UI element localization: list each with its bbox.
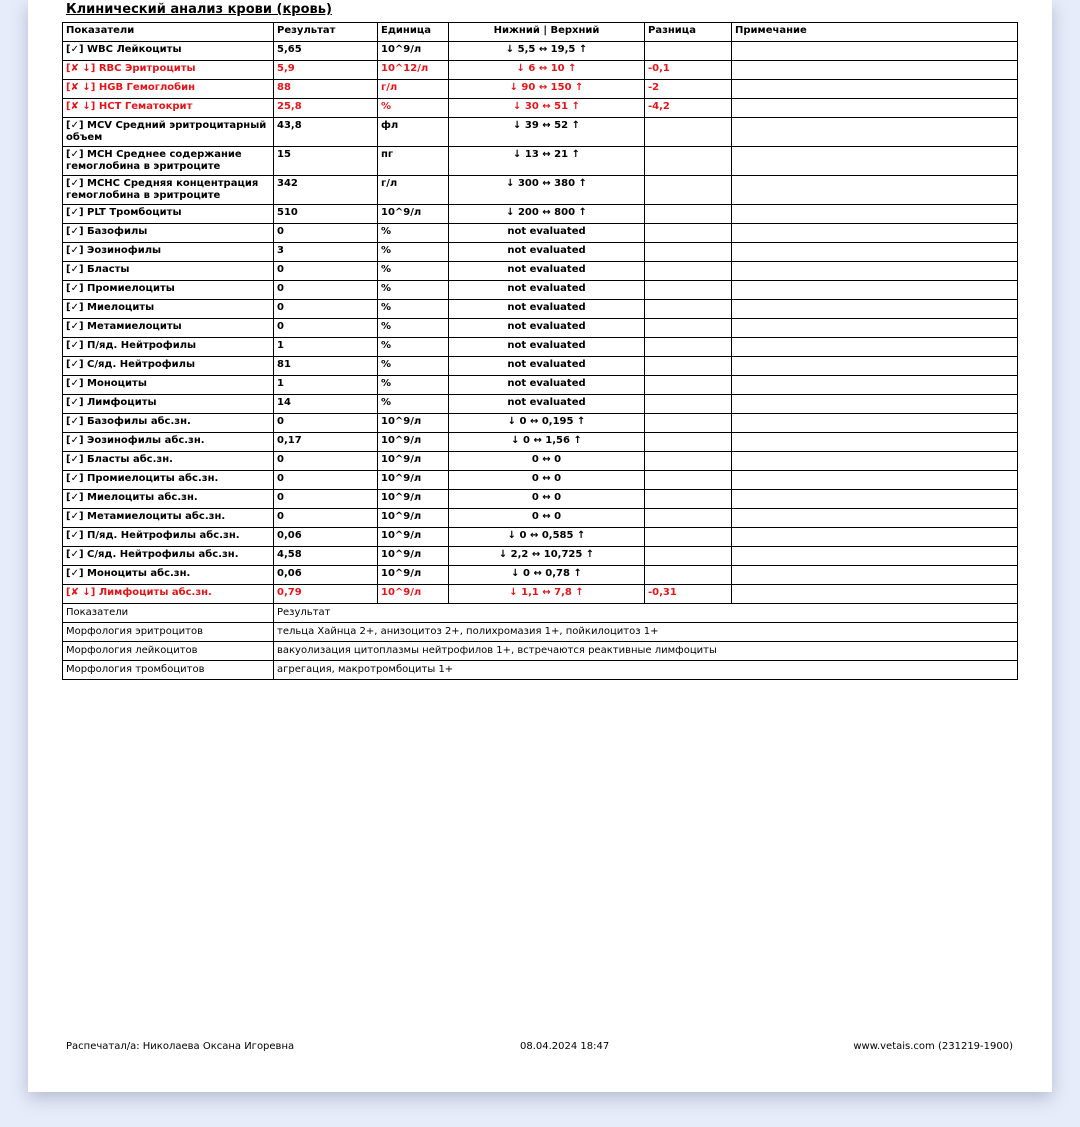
note-cell xyxy=(732,452,1018,471)
range-cell: ↓ 30 ↔ 51 ↑ xyxy=(449,99,645,118)
difference-cell xyxy=(645,224,732,243)
unit-cell: пг xyxy=(378,147,449,176)
morphology-value-cell: агрегация, макротромбоциты 1+ xyxy=(274,661,1018,680)
unit-cell: 10^9/л xyxy=(378,490,449,509)
result-row xyxy=(63,319,1018,338)
result-row xyxy=(63,338,1018,357)
range-cell: not evaluated xyxy=(449,224,645,243)
range-cell: ↓ 2,2 ↔ 10,725 ↑ xyxy=(449,547,645,566)
note-cell xyxy=(732,262,1018,281)
result-row xyxy=(63,42,1018,61)
range-cell: not evaluated xyxy=(449,376,645,395)
result-row xyxy=(63,528,1018,547)
difference-cell xyxy=(645,528,732,547)
indicator-cell: [✓] WBC Лейкоциты xyxy=(63,42,274,61)
result-cell: 0 xyxy=(274,509,378,528)
result-cell: 15 xyxy=(274,147,378,176)
range-cell: ↓ 0 ↔ 0,78 ↑ xyxy=(449,566,645,585)
note-cell xyxy=(732,118,1018,147)
unit-cell: 10^9/л xyxy=(378,547,449,566)
indicator-cell: [✓] Базофилы xyxy=(63,224,274,243)
unit-cell: 10^9/л xyxy=(378,585,449,604)
result-cell: 5,9 xyxy=(274,61,378,80)
morphology-indicator-cell: Морфология тромбоцитов xyxy=(63,661,274,680)
result-row xyxy=(63,433,1018,452)
result-cell: 5,65 xyxy=(274,42,378,61)
note-cell xyxy=(732,147,1018,176)
unit-cell: 10^9/л xyxy=(378,452,449,471)
range-cell: 0 ↔ 0 xyxy=(449,452,645,471)
unit-cell: 10^9/л xyxy=(378,471,449,490)
unit-cell: % xyxy=(378,262,449,281)
result-row xyxy=(63,262,1018,281)
result-cell: 0,17 xyxy=(274,433,378,452)
unit-cell: % xyxy=(378,243,449,262)
indicator-cell: [✓] Метамиелоциты xyxy=(63,319,274,338)
range-cell: ↓ 300 ↔ 380 ↑ xyxy=(449,176,645,205)
header-result: Результат xyxy=(274,23,378,42)
difference-cell xyxy=(645,566,732,585)
result-row xyxy=(63,300,1018,319)
result-row xyxy=(63,357,1018,376)
difference-cell xyxy=(645,319,732,338)
morphology-row xyxy=(63,642,1018,661)
indicator-cell: [✓] Промиелоциты xyxy=(63,281,274,300)
morphology-indicator-cell: Морфология лейкоцитов xyxy=(63,642,274,661)
result-row xyxy=(63,281,1018,300)
difference-cell xyxy=(645,42,732,61)
range-cell: ↓ 0 ↔ 1,56 ↑ xyxy=(449,433,645,452)
result-row xyxy=(63,395,1018,414)
range-cell: ↓ 6 ↔ 10 ↑ xyxy=(449,61,645,80)
unit-cell: фл xyxy=(378,118,449,147)
indicator-cell: [✘ ↓] HGB Гемоглобин xyxy=(63,80,274,99)
range-cell: ↓ 1,1 ↔ 7,8 ↑ xyxy=(449,585,645,604)
morphology-header-indicator: Показатели xyxy=(63,604,274,623)
morphology-header-result: Результат xyxy=(274,604,1018,623)
range-cell: not evaluated xyxy=(449,281,645,300)
range-cell: 0 ↔ 0 xyxy=(449,490,645,509)
range-cell: ↓ 0 ↔ 0,195 ↑ xyxy=(449,414,645,433)
header-range: Нижний | Верхний xyxy=(449,23,645,42)
range-cell: not evaluated xyxy=(449,319,645,338)
result-cell: 4,58 xyxy=(274,547,378,566)
indicator-cell: [✓] Эозинофилы xyxy=(63,243,274,262)
difference-cell xyxy=(645,452,732,471)
note-cell xyxy=(732,414,1018,433)
indicator-cell: [✓] П/яд. Нейтрофилы xyxy=(63,338,274,357)
result-row xyxy=(63,61,1018,80)
difference-cell xyxy=(645,471,732,490)
result-cell: 0 xyxy=(274,319,378,338)
result-cell: 0,79 xyxy=(274,585,378,604)
note-cell xyxy=(732,509,1018,528)
note-cell xyxy=(732,433,1018,452)
unit-cell: % xyxy=(378,395,449,414)
indicator-cell: [✓] Бласты абс.зн. xyxy=(63,452,274,471)
results-header-row xyxy=(63,23,1018,42)
difference-cell: -4,2 xyxy=(645,99,732,118)
unit-cell: г/л xyxy=(378,80,449,99)
indicator-cell: [✓] С/яд. Нейтрофилы абс.зн. xyxy=(63,547,274,566)
difference-cell xyxy=(645,547,732,566)
difference-cell xyxy=(645,176,732,205)
note-cell xyxy=(732,490,1018,509)
result-cell: 0,06 xyxy=(274,528,378,547)
indicator-cell: [✓] Базофилы абс.зн. xyxy=(63,414,274,433)
result-row xyxy=(63,414,1018,433)
indicator-cell: [✓] MCHC Средняя концентрация гемоглобина в эритроците xyxy=(63,176,274,205)
result-cell: 1 xyxy=(274,338,378,357)
unit-cell: % xyxy=(378,376,449,395)
note-cell xyxy=(732,42,1018,61)
difference-cell xyxy=(645,395,732,414)
header-difference: Разница xyxy=(645,23,732,42)
unit-cell: % xyxy=(378,300,449,319)
range-cell: 0 ↔ 0 xyxy=(449,509,645,528)
result-row xyxy=(63,547,1018,566)
unit-cell: % xyxy=(378,224,449,243)
range-cell: ↓ 39 ↔ 52 ↑ xyxy=(449,118,645,147)
note-cell xyxy=(732,243,1018,262)
result-row xyxy=(63,243,1018,262)
result-cell: 0 xyxy=(274,224,378,243)
result-cell: 0 xyxy=(274,414,378,433)
indicator-cell: [✓] Метамиелоциты абс.зн. xyxy=(63,509,274,528)
result-row xyxy=(63,566,1018,585)
result-row xyxy=(63,490,1018,509)
difference-cell xyxy=(645,338,732,357)
result-row xyxy=(63,205,1018,224)
note-cell xyxy=(732,224,1018,243)
note-cell xyxy=(732,357,1018,376)
unit-cell: 10^9/л xyxy=(378,42,449,61)
note-cell xyxy=(732,547,1018,566)
morphology-value-cell: тельца Хайнца 2+, анизоцитоз 2+, полихромазия 1+, пойкилоцитоз 1+ xyxy=(274,623,1018,642)
indicator-cell: [✓] П/яд. Нейтрофилы абс.зн. xyxy=(63,528,274,547)
difference-cell: -0,1 xyxy=(645,61,732,80)
range-cell: 0 ↔ 0 xyxy=(449,471,645,490)
difference-cell xyxy=(645,243,732,262)
note-cell xyxy=(732,99,1018,118)
result-cell: 25,8 xyxy=(274,99,378,118)
unit-cell: % xyxy=(378,338,449,357)
range-cell: not evaluated xyxy=(449,357,645,376)
range-cell: ↓ 13 ↔ 21 ↑ xyxy=(449,147,645,176)
note-cell xyxy=(732,80,1018,99)
difference-cell: -0,31 xyxy=(645,585,732,604)
note-cell xyxy=(732,585,1018,604)
header-note: Примечание xyxy=(732,23,1018,42)
indicator-cell: [✓] PLT Тромбоциты xyxy=(63,205,274,224)
indicator-cell: [✓] Лимфоциты xyxy=(63,395,274,414)
printed-by: Распечатал/а: Николаева Оксана Игоревна xyxy=(66,1041,295,1052)
range-cell: not evaluated xyxy=(449,243,645,262)
result-cell: 0,06 xyxy=(274,566,378,585)
unit-cell: 10^9/л xyxy=(378,528,449,547)
note-cell xyxy=(732,528,1018,547)
result-cell: 0 xyxy=(274,452,378,471)
difference-cell xyxy=(645,281,732,300)
unit-cell: 10^9/л xyxy=(378,509,449,528)
vetais-site: www.vetais.com (231219-1900) xyxy=(853,1041,1013,1052)
morphology-row xyxy=(63,623,1018,642)
result-cell: 0 xyxy=(274,262,378,281)
results-table xyxy=(62,22,1018,604)
note-cell xyxy=(732,61,1018,80)
unit-cell: 10^9/л xyxy=(378,433,449,452)
result-cell: 81 xyxy=(274,357,378,376)
unit-cell: г/л xyxy=(378,176,449,205)
indicator-cell: [✘ ↓] Лимфоциты абс.зн. xyxy=(63,585,274,604)
indicator-cell: [✓] Промиелоциты абс.зн. xyxy=(63,471,274,490)
range-cell: not evaluated xyxy=(449,300,645,319)
result-cell: 1 xyxy=(274,376,378,395)
result-row xyxy=(63,80,1018,99)
result-cell: 88 xyxy=(274,80,378,99)
unit-cell: % xyxy=(378,357,449,376)
indicator-cell: [✓] С/яд. Нейтрофилы xyxy=(63,357,274,376)
unit-cell: % xyxy=(378,99,449,118)
difference-cell xyxy=(645,300,732,319)
difference-cell xyxy=(645,376,732,395)
indicator-cell: [✓] Моноциты абс.зн. xyxy=(63,566,274,585)
header-unit: Единица xyxy=(378,23,449,42)
note-cell xyxy=(732,176,1018,205)
result-cell: 0 xyxy=(274,300,378,319)
unit-cell: 10^12/л xyxy=(378,61,449,80)
unit-cell: % xyxy=(378,319,449,338)
result-row xyxy=(63,147,1018,176)
note-cell xyxy=(732,300,1018,319)
result-row xyxy=(63,224,1018,243)
morphology-indicator-cell: Морфология эритроцитов xyxy=(63,623,274,642)
range-cell: ↓ 90 ↔ 150 ↑ xyxy=(449,80,645,99)
unit-cell: 10^9/л xyxy=(378,414,449,433)
print-datetime: 08.04.2024 18:47 xyxy=(520,1041,610,1052)
range-cell: not evaluated xyxy=(449,338,645,357)
difference-cell xyxy=(645,147,732,176)
indicator-cell: [✓] MCV Средний эритроцитарный объем xyxy=(63,118,274,147)
note-cell xyxy=(732,338,1018,357)
result-row xyxy=(63,176,1018,205)
report-title: Клинический анализ крови (кровь) xyxy=(66,2,332,17)
indicator-cell: [✓] Моноциты xyxy=(63,376,274,395)
result-row xyxy=(63,471,1018,490)
note-cell xyxy=(732,376,1018,395)
header-indicator: Показатели xyxy=(63,23,274,42)
range-cell: ↓ 200 ↔ 800 ↑ xyxy=(449,205,645,224)
result-row xyxy=(63,452,1018,471)
indicator-cell: [✓] Миелоциты абс.зн. xyxy=(63,490,274,509)
indicator-cell: [✓] Бласты xyxy=(63,262,274,281)
morphology-row xyxy=(63,661,1018,680)
difference-cell xyxy=(645,490,732,509)
result-row xyxy=(63,376,1018,395)
difference-cell xyxy=(645,262,732,281)
result-cell: 14 xyxy=(274,395,378,414)
morphology-header-row xyxy=(63,604,1018,623)
result-cell: 0 xyxy=(274,490,378,509)
result-row xyxy=(63,118,1018,147)
difference-cell xyxy=(645,357,732,376)
difference-cell xyxy=(645,433,732,452)
result-row xyxy=(63,99,1018,118)
result-cell: 3 xyxy=(274,243,378,262)
unit-cell: % xyxy=(378,281,449,300)
report-page xyxy=(28,0,1052,1092)
morphology-table xyxy=(62,603,1018,680)
difference-cell xyxy=(645,205,732,224)
indicator-cell: [✘ ↓] RBC Эритроциты xyxy=(63,61,274,80)
result-cell: 43,8 xyxy=(274,118,378,147)
result-row xyxy=(63,509,1018,528)
result-cell: 0 xyxy=(274,281,378,300)
result-cell: 0 xyxy=(274,471,378,490)
difference-cell xyxy=(645,118,732,147)
note-cell xyxy=(732,319,1018,338)
note-cell xyxy=(732,281,1018,300)
difference-cell: -2 xyxy=(645,80,732,99)
unit-cell: 10^9/л xyxy=(378,566,449,585)
indicator-cell: [✘ ↓] HCT Гематокрит xyxy=(63,99,274,118)
difference-cell xyxy=(645,414,732,433)
indicator-cell: [✓] Эозинофилы абс.зн. xyxy=(63,433,274,452)
note-cell xyxy=(732,566,1018,585)
note-cell xyxy=(732,395,1018,414)
difference-cell xyxy=(645,509,732,528)
indicator-cell: [✓] MCH Среднее содержание гемоглобина в эритроците xyxy=(63,147,274,176)
range-cell: not evaluated xyxy=(449,262,645,281)
result-row xyxy=(63,585,1018,604)
range-cell: ↓ 0 ↔ 0,585 ↑ xyxy=(449,528,645,547)
unit-cell: 10^9/л xyxy=(378,205,449,224)
range-cell: not evaluated xyxy=(449,395,645,414)
indicator-cell: [✓] Миелоциты xyxy=(63,300,274,319)
note-cell xyxy=(732,471,1018,490)
result-cell: 510 xyxy=(274,205,378,224)
result-cell: 342 xyxy=(274,176,378,205)
range-cell: ↓ 5,5 ↔ 19,5 ↑ xyxy=(449,42,645,61)
morphology-value-cell: вакуолизация цитоплазмы нейтрофилов 1+, встречаются реактивные лимфоциты xyxy=(274,642,1018,661)
note-cell xyxy=(732,205,1018,224)
